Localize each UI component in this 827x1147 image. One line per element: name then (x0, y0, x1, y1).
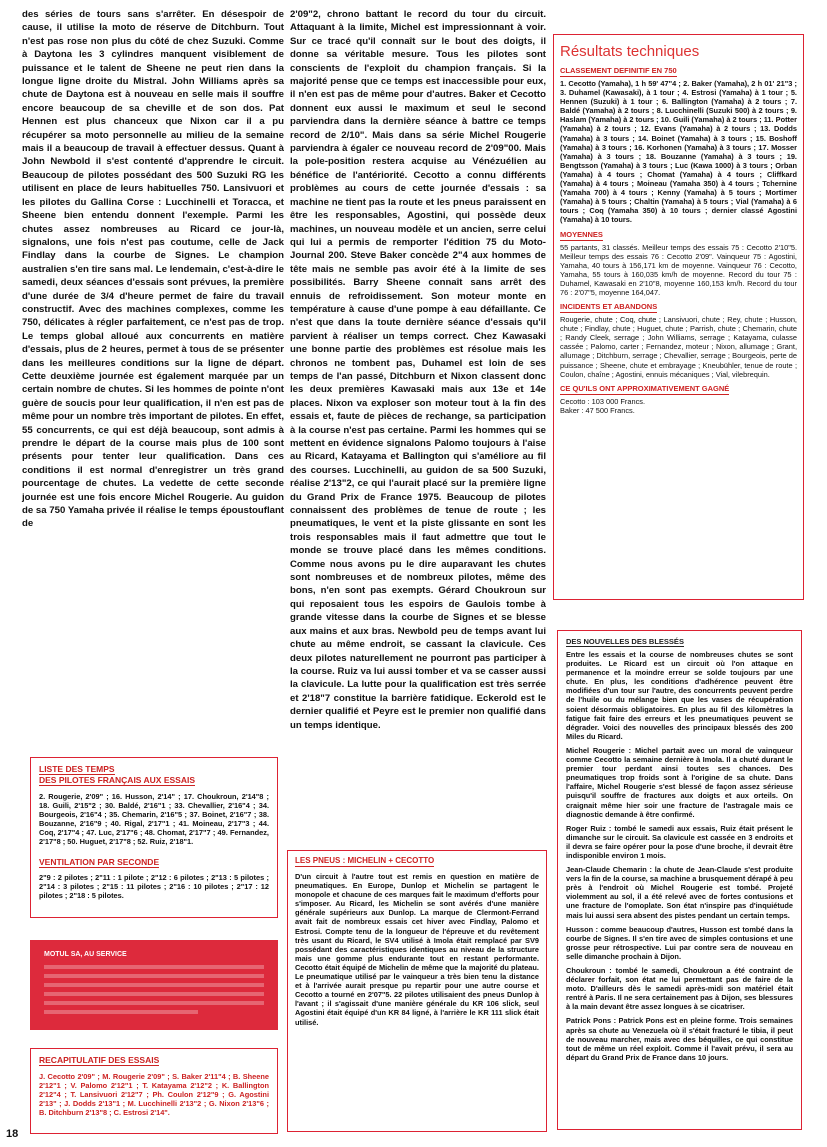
temps-title (39, 764, 269, 786)
blesses-pons: Patrick Pons : Patrick Pons est en pleine forme. Trois semaines après sa chute au Venezuela où il s'était fracturé le tibia, il peut de nouveau marcher, mais avec des béquilles, ce qui constitue tout de même un réel exploit. Comme il l'avait prévu, il sera au départ du Grand Prix de France dans 10 jours. (566, 1016, 793, 1062)
temps-box (30, 757, 278, 918)
service-title: MOTUL SA, AU SERVICE (44, 951, 127, 958)
blesses-title: DES NOUVELLES DES BLESSÉS (566, 637, 684, 646)
gagne-cecotto: Cecotto : 103 000 Francs. (560, 396, 646, 406)
resultats-box (553, 34, 804, 600)
page-number: 18 (6, 1128, 19, 1140)
incidents-title: INCIDENTS ET ABANDONS (560, 302, 658, 312)
recap-list: J. Cecotto 2'09" ; M. Rougerie 2'09" ; S. Baker 2'11"4 ; B. Sheene 2'12"1 ; V. Palomo 2'12"1 ; T. Katayama 2'12"2 ; K. Ballington 2'12"4 ; T. Lansivuori 2'12"7 ; Ph. Coulon 2'12"9 ; G. Agostini 2'13" ; J. Dodds 2'13"1 ; M. Lucchinelli 2'13"2 ; G. Nixon 2'13"6 ; B. Ditchburn 2'13"8 ; C. Estrosi 2'14". (39, 1072, 269, 1118)
pneus-title: LES PNEUS : MICHELIN + CECOTTO (295, 856, 435, 865)
temps-title-line1: LISTE DES TEMPS (39, 764, 115, 774)
recap-title: RECAPITULATIF DES ESSAIS (39, 1055, 160, 1065)
blesses-rougerie: Michel Rougerie : Michel partait avec un moral de vainqueur comme Cecotto la semaine dernière à Imola. Il a chuté durant le premier tour perdant ainsi toutes ses chances. Des pneumatiques trop froids sont à l'origine de sa chute. Dans l'affaire, Michel Rougerie s'est blessé de façon assez sérieuse puisqu'il souffre de fractures aux doigts et aux orteils. On craignait même hier soir une fracture de l'astragale mais ce diagnostic demande à être confirmé. (566, 745, 793, 819)
gagne-baker: Baker : 47 500 Francs. (560, 405, 635, 415)
pneus-text: D'un circuit à l'autre tout est remis en question en matière de pneumatiques. En Europe, Dunlop et Michelin se partagent le monopole et chacune de ces marques fait le maximum d'efforts pour s'imposer. Au Ricard, les Michelin se sont avérés d'une manière générale supérieurs aux Dunlop. La marque de Clermont-Ferrand avait fait de nombreux essais cet hiver avec Findlay, Palomo et Estrosi. Compte tenu de la longueur de l'épreuve et du revêtement très usant du Ricard, le SV4 utilisé à Imola était remplacé par SV9 possédant des caractéristiques identiques au niveau de la structure mais une gomme plus endurante tout en restant performante. Cecotto était équipé de Michelin de même que la majorité du plateau. Le pneumatique utilisé par le vainqueur a très bien tenu la distance et à l'arrivée aurait presque pu repartir pour une autre course et Cecotto a tourné en 2'07"5. 22 pilotes utilisaient des pneus Dunlop à l'avant ; il s'agissait d'une manière générale du KR 106 slick, seul Agostini était équipé d'un KR 84 ligné, à l'arrière le KR 111 slick était utilisé. (295, 872, 539, 1027)
resultats-title: Résultats techniques (560, 43, 700, 60)
classement-list: 1. Cecotto (Yamaha), 1 h 59' 47"4 ; 2. Baker (Yamaha), 2 h 01' 21"3 ; 3. Duhamel (Kawasaki), à 1 tour ; 4. Estrosi (Yamaha) à 1 tour ; 5. Hennen (Suzuki) à 1 tour ; 6. Ballington (Yamaha) à 2 tours ; 7. Baldé (Yamaha) à 2 tours ; 8. Lucchinelli (Suzuki 500) à 2 tours ; 9. Haslam (Yamaha) à 2 tours ; 10. Guili (Yamaha) à 2 tours ; 11. Potter (Yamaha) à 2 tours ; 12. Evans (Yamaha) à 2 tours ; 13. Dodds (Yamaha) à 3 tours ; 14. Boinet (Yamaha) à 3 tours ; 15. Boshoff (Yamaha) à 3 tours ; 16. Korhonen (Yamaha) à 3 tours ; 17. Mosser (Yamaha) à 3 tours ; 18. Bouzanne (Yamaha) à 3 tours ; 19. Bengtsson (Yamaha) à 3 tours ; Luc (Kawa 1000) à 3 tours ; Orban (Yamaha) à 4 tours ; Chomat (Yamaha) à 4 tours ; Cliffkard (Yamaha) à 4 tours ; Moineau (Yamaha 350) à 4 tours ; Tchernine (Yamaha 700) à 4 tours ; Kenny (Yamaha) à 5 tours ; Mortimer (Yamaha) à 5 tours ; Chaltin (Yamaha) à 5 tours ; Vial (Yamaha) à 6 tours ; Coq (Yamaha 350) à 10 tours ; dernier classé Agostini (Yamaha) à 10 tours. (560, 79, 797, 225)
pneus-box (287, 850, 547, 1132)
blesses-choukroun: Choukroun : tombé le samedi, Choukroun a été contraint de déclarer forfait, son état ne lui permettant pas de faire de la moto. D'ailleurs dès le samedi après-midi son matériel était rentré à Paris. Il ne sera certainement pas à Dijon, ses blessures à la main devant être assez longues à se cicatriser. (566, 966, 793, 1012)
blurred-line (44, 983, 264, 987)
moyennes-text: 55 partants, 31 classés. Meilleur temps des essais 75 : Cecotto 2'10"5. Meilleur temps des essais 76 : Cecotto 2'09". Vainqueur 75 : Agostini, Yamaha, 40 tours à 156,171 km de moyenne. Vainqueur 76 : Cecotto, Yamaha, 55 tours à 160,035 km/h de moyenne. Record du tour 75 : Duhamel, Kawasaki en 2'10"8, moyenne 160,153 km/h. Record du tour 76 : 2'07"5, moyenne 164,047. (560, 242, 797, 297)
blurred-line (44, 1001, 264, 1005)
classement-title: CLASSEMENT DEFINITIF EN 750 (560, 66, 677, 75)
temps-list: 2. Rougerie, 2'09" ; 16. Husson, 2'14" ; 17. Choukroun, 2'14"8 ; 18. Guili, 2'15"2 ; 30. Baldé, 2'16"1 ; 33. Chevallier, 2'16"4 ; 34. Bourgeois, 2'16"4 ; 35. Chemarin, 2'16"5 ; 37. Boinet, 2'16"7 ; 38. Bouzanne, 2'16"9 ; 40. Rigal, 2'17"1 ; 41. Moineau, 2'17"3 ; 44. Coq, 2'17"4 ; 47. Luc, 2'17"6 ; 48. Chomat, 2'17"7 ; 49. Fernandez, 2'17"8 ; 50. Huguet, 2'17"8 ; 52. Ruiz, 2'18"1. (39, 792, 269, 847)
article-text-col2: 2'09"2, chrono battant le record du tour du circuit. Attaquant à la limite, Michel est impressionnant à voir. Sur ce tracé qu'il connaît sur le bout des doigts, il donne sa véritable mesure. Tous les pilotes sont conscients de l'exploit du champion français. Si la majorité pense que ce temps est inaccessible pour eux, il n'en est pas de même pour d'autres. Baker et Cecotto donnent eux aussi le maximum et seul le second parviendra dans la dernière séance à battre ce temps record de 2/10". Mais dans sa série Michel Rougerie parviendra à égaler ce nouveau record de 2'09"00. Mais la pole-position restera acquise au Vénézuélien au bénéfice de l'antériorité. Cecotto a connu différents problèmes au cours de cette journée d'essais : sa machine ne tient pas la route et les pneus paraissent en être les responsables, Agostini, qui possède deux machines, un nouveau modèle et un ancien, serre celui qui lui a permis de remporter l'édition 75 du Moto-Journal 200. Steve Baker concède 2"4 aux hommes de tête mais ne semble pas avoir été à la limite de ses possibilités. Barry Sheene connaît sans arrêt des ennuis de refroidissement. Son moteur monte en température à cause d'une pompe à eau défaillante. Ce n'est que dans la toute dernière séance d'essais qu'il parvient à réaliser un temps correct. Chez Kawasaki une bonne partie des problèmes est résolue mais les chronos ne tombent pas, Duhamel est loin de ses temps de l'an passé, Ditchburn et Nixon classent donc les deux premières Kawasaki mais aux 13e et 14e places. Nixon va exploser son moteur tout à la fin des essais et, faute de pièces de rechange, sa participation à la course n'est pas certaine. Parmi les hommes qui se mettent en évidence signalons Palomo toujours à l'aise au Ricard, Katayama et Ballington qui s'améliore au fil des courses. Lucchinelli, au guidon de sa 500 Suzuki, réalise 2'13"2, ce qui l'aurait placé sur la première ligne du Grand Prix de France 1975. Beaucoup de pilotes connaissent des problèmes de tenue de route ; les pneumatiques, le vent et la piste glissante en sont les trois responsables mais il faut admettre que tout le monde se trouve placé dans les mêmes conditions. Comme nous avons pu le dire auparavant les chutes sont nombreuses et de nombreux pilotes, même des bons, n'en sont pas exempts. Gérard Choukroun sur qui reposaient tous les espoirs de Gaulois tombe à grande vitesse dans la courbe de Signes et se blesse aux mains et aux bras. Newbold peu de temps avant lui chute au même endroit, se cassant la clavicule. Ces deux pilotes naturellement ne pourront pas participer à la course. Ruiz va lui aussi tomber et va se casser aussi la clavicule. La lutte pour la qualification est très serrée et 2'18"7 constitue la barrière fatidique. Eckerold est le dernier qualifié et Peyre est le premier non qualifié dans un temps identique. (290, 9, 546, 731)
ventilation-list: 2"9 : 2 pilotes ; 2"11 : 1 pilote ; 2"12 : 6 pilotes ; 2"13 : 5 pilotes ; 2"14 : 3 pilotes ; 2"15 : 11 pilotes ; 2"16 : 10 pilotes ; 2"17 : 12 pilotes ; 2"18 : 5 pilotes. (39, 872, 269, 900)
motul-service-box (30, 940, 278, 1030)
ventilation-title: VENTILATION PAR SECONDE (39, 856, 160, 867)
gagne-title: CE QU'ILS ONT APPROXIMATIVEMENT GAGNÉ (560, 383, 730, 393)
blurred-line (44, 965, 264, 969)
blurred-line (44, 992, 264, 996)
temps-title-line2: DES PILOTES FRANÇAIS AUX ESSAIS (39, 775, 196, 785)
article-column-1 (22, 8, 284, 531)
blurred-line (44, 1010, 198, 1014)
moyennes-title: MOYENNES (560, 229, 603, 239)
recap-box (30, 1048, 278, 1134)
blesses-ruiz: Roger Ruiz : tombé le samedi aux essais, Ruiz était présent le dimanche sur le circuit. Sa clavicule est cassée en 3 endroits et il devra se faire opérer pour la pose d'une broche, il devrait être indisponible environ 1 mois. (566, 823, 793, 860)
blesses-chemarin: Jean-Claude Chemarin : la chute de Jean-Claude s'est produite vers la fin de la course, sa machine a brusquement dérapé à peu près à l'endroit où Michel Rougerie est tombé. Projeté violemment au sol, il a été relevé avec de fortes contusions et une fracture de l'omoplate. Son état n'inspire pas d'inquiétude mais lui aussi sera absent des pistes pendant un certain temps. (566, 865, 793, 920)
blesses-intro: Entre les essais et la course de nombreuses chutes se sont produites. Le Ricard est un circuit où l'on attaque en permanence et la moindre erreur se solde toujours par une chute. En plus, les conditions d'adhérence peuvent être modifiées d'un tour sur l'autre, des concurrents peuvent perdre de l'huile ou du mélange bien que les vases de récupération soient désormais obligatoires. En plus au fil des kilomètres la fatigue fait faire des erreurs et les pneumatiques peuvent se dégrader. Voici des nouvelles des principaux blessés des 200 Miles du Ricard. (566, 650, 793, 741)
blesses-box (557, 630, 802, 1130)
incidents-text: Rougerie, chute ; Coq, chute ; Lansivuori, chute ; Rey, chute ; Husson, chute ; Findlay, chute ; Huguet, chute ; Parrish, chute ; Chemarin, chute ; Randy Cleek, serrage ; John Williams, serrage ; Katayama, culasse cassée ; Palomo, carter ; Fernandez, moteur ; Nixon, allumage ; Grant, allumage ; Ditchburn, serrage ; Chevallier, serrage ; Bourgeois, perte de puissance ; Sheene, chute et embrayage ; Kneubühler, tenue de route ; Coulon, chaîne ; Agostini, ennuis mécaniques ; Vial, vilebrequin. (560, 315, 797, 379)
blurred-line (44, 974, 264, 978)
article-column-2 (290, 8, 546, 732)
blesses-husson: Husson : comme beaucoup d'autres, Husson est tombé dans la courbe de Signes. Il s'en tire avec de simples contusions et une grosse peur rétrospective. Lui par contre sera de nouveau en selle dimanche prochain à Dijon. (566, 924, 793, 961)
article-text-col1: des séries de tours sans s'arrêter. En désespoir de cause, il utilise la moto de réserve de Ditchburn. Tout n'est pas rose non plus du côté de chez Suzuki. Comme à Daytona les 3 cylindres manquent visiblement de puissance et le talent de Sheene ne peut rien dans la longue ligne droite du Mistral. John Williams après sa chute de Daytona est à nouveau en selle mais il souffre encore beaucoup de sa cheville et de son dos. Pat Hennen est plus chanceux que Nixon car il a pu récupérer sa moto personnelle au milieu de la semaine mais il a beaucoup de travail à effectuer dessus. Quant à John Newbold il s'est contenté d'apprendre le circuit. Beaucoup de pilotes possédant des 500 Suzuki RG les utilisent en place de leurs habituelles 750. Lansivuori et les pilotes du Gallina Corse : Lucchinelli et Toracca, et Sheene bien entendu donnent l'exemple. Parmi les chutes assez nombreuses au Ricard ce jour-là, signalons, une fois n'est pas coutume, celle de Jack Findlay dans la courbe de Signes. Le champion australien s'en tire sans mal. Le lendemain, c'est-à-dire le samedi, deux séances d'essais sont prévues, la première d'une durée de 3/4 d'heure permet de faire du travail constructif. Avec des machines complexes, comme les 750, délicates à régler parfaitement, ce n'est pas de trop. Le temps global alloué aux concurrents en matière d'essais, plus de 2 heures, permet à tous de se présenter dans les meilleures conditions sur la ligne de départ. Cette deuxième journée est également marquée par un certain nombre de chutes. Si les hommes de pointe n'ont guère de soucis pour leur qualification, il n'en est pas de même pour un nombre très important de pilotes. En effet, 55 concurrents, ce qui est déjà beaucoup, sont admis à prendre le départ de la course mais plus de 100 sont présents pour tenter leur qualification. Dans ces conditions il est normal d'enregistrer un très grand pourcentage de chutes. La vedette de cette seconde journée est une fois encore Michel Rougerie. Au guidon de sa 750 Yamaha privée il réalise le temps époustouflant de (22, 9, 284, 530)
